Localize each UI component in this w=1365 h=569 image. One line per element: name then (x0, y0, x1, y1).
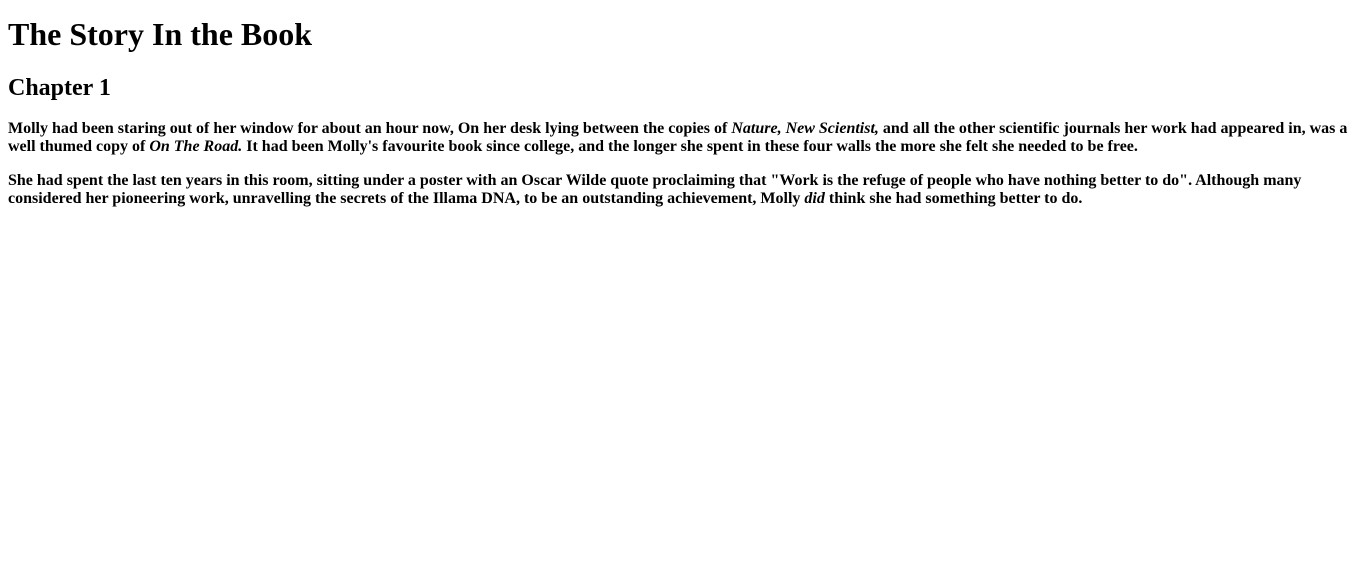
paragraph-2-text-2: think she had something better to do. (824, 190, 1083, 207)
paragraph-2-text-1: She had spent the last ten years in this room, sitting under a poster with an Oscar Wilde quote proclaiming that "Work is the refuge of people who have nothing better to do". Although many considered her pioneering work, unravelling the secrets of the Illama DNA, to be an outstanding achievement, Molly (8, 172, 1302, 207)
paragraph-2-italic-did: did (804, 190, 825, 207)
story-paragraph-2 (8, 172, 1357, 208)
paragraph-1-text-1: Molly had been staring out of her window for about an hour now, On her desk lying between the copies of (8, 120, 732, 137)
paragraph-1-text-2: and all the other scientific journals her work had appeared in, was a well thumed copy of (8, 120, 1348, 155)
chapter-heading: Chapter 1 (8, 75, 111, 101)
page-title: The Story In the Book (8, 16, 313, 52)
paragraph-1-text-3: It had been Molly's favourite book since college, and the longer she spent in these four walls the more she felt she needed to be free. (242, 138, 1138, 155)
paragraph-1-italic-book-title: On The Road. (149, 138, 243, 155)
story-paragraph-1 (8, 120, 1357, 156)
document-page (0, 16, 1365, 208)
paragraph-1-italic-journals: Nature, New Scientist, (731, 120, 879, 137)
